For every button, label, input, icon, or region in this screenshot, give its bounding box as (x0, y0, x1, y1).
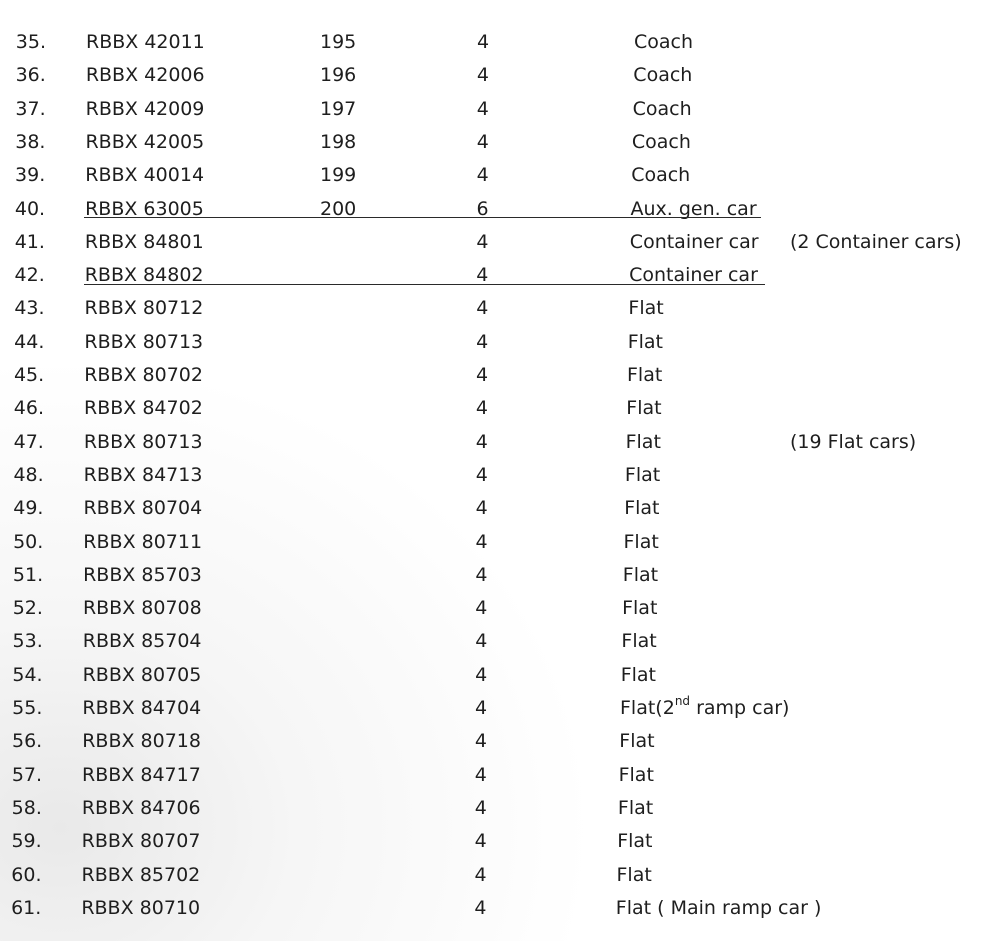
car-id: RBBX 84702 (84, 397, 203, 420)
car-id: RBBX 80713 (83, 430, 203, 453)
table-row (0, 296, 1000, 329)
row-number: 39. (15, 164, 46, 187)
sequence-number: 198 (320, 130, 357, 153)
table-row (0, 729, 1000, 762)
row-number: 35. (15, 31, 46, 53)
car-type: Coach (632, 97, 692, 120)
car-type: Container car (629, 264, 758, 287)
car-type: Flat (617, 796, 654, 819)
table-row (0, 230, 1000, 263)
table-row (0, 629, 1000, 662)
axle-count: 4 (475, 497, 488, 520)
row-number: 49. (13, 497, 44, 520)
car-id: RBBX 84801 (84, 230, 204, 253)
axle-count: 4 (476, 130, 489, 153)
car-id: RBBX 85704 (82, 630, 202, 653)
table-row (0, 896, 1000, 929)
row-number: 37. (15, 97, 46, 120)
axle-count: 4 (474, 796, 487, 819)
axle-count: 4 (477, 31, 490, 53)
car-id: RBBX 42006 (85, 64, 205, 87)
row-number: 57. (11, 763, 43, 786)
axle-count: 4 (476, 297, 489, 320)
car-id: RBBX 63005 (85, 197, 204, 220)
car-type: Aux. gen. car (630, 197, 757, 220)
axle-count: 4 (475, 563, 488, 586)
car-type: Coach (631, 130, 691, 153)
car-id: RBBX 80702 (84, 364, 203, 386)
row-number: 51. (12, 563, 44, 586)
axle-count: 4 (476, 364, 489, 386)
table-row (0, 363, 1000, 396)
table-row (0, 863, 1000, 896)
car-type-part: Flat(2 (620, 697, 675, 719)
table-row (0, 197, 1000, 230)
sequence-number: 200 (320, 197, 357, 220)
table-row (0, 463, 1000, 496)
car-type: Flat (623, 530, 659, 553)
row-number: 38. (15, 130, 46, 153)
axle-count: 4 (475, 530, 488, 553)
table-row (0, 430, 1000, 463)
car-type: Flat (620, 663, 656, 686)
underline-rule-lower (84, 284, 765, 285)
row-number: 50. (13, 530, 44, 553)
row-number: 53. (12, 630, 43, 653)
table-row (0, 763, 1000, 796)
row-number: 41. (14, 230, 45, 253)
axle-count: 4 (476, 64, 489, 87)
table-row (0, 796, 1000, 829)
axle-count: 4 (474, 830, 487, 853)
car-id: RBBX 84706 (81, 796, 201, 819)
row-number: 45. (13, 364, 45, 386)
axle-count: 4 (476, 97, 489, 120)
sequence-number: 196 (320, 64, 357, 87)
car-id: RBBX 84802 (84, 264, 204, 287)
car-id: RBBX 42011 (86, 31, 205, 53)
car-id: RBBX 84717 (82, 763, 201, 786)
row-number: 48. (13, 463, 44, 486)
table-row (0, 163, 1000, 196)
table-row (0, 330, 1000, 363)
row-number: 46. (13, 397, 45, 420)
axle-count: 6 (476, 197, 489, 220)
car-id: RBBX 85703 (83, 563, 202, 586)
car-id: RBBX 80708 (82, 597, 202, 620)
row-number: 44. (14, 330, 45, 353)
car-id: RBBX 80711 (83, 530, 203, 553)
car-id: RBBX 80710 (81, 896, 201, 919)
row-number: 43. (14, 297, 45, 320)
table-row (0, 63, 1000, 96)
table-row (0, 693, 1000, 729)
table-row (0, 563, 1000, 596)
table-row (0, 396, 1000, 429)
car-type: Flat (624, 463, 661, 486)
car-type: Coach (633, 64, 693, 87)
axle-count: 4 (474, 896, 487, 919)
car-type: Flat (621, 630, 657, 653)
underline-rule-upper (84, 217, 761, 218)
group-note: (2 Container cars) (790, 230, 962, 253)
sequence-number: 199 (320, 164, 357, 187)
car-id: RBBX 80712 (84, 297, 204, 320)
axle-count: 4 (474, 863, 487, 886)
sequence-number: 197 (320, 97, 357, 120)
car-type-rest: ramp car) (690, 697, 790, 719)
table-row (0, 30, 1000, 63)
row-number: 56. (12, 730, 43, 753)
car-type: Flat (622, 563, 659, 586)
row-number: 55. (12, 697, 43, 719)
car-type: Flat (624, 497, 660, 520)
car-id: RBBX 80704 (83, 497, 203, 520)
axle-count: 4 (475, 397, 488, 420)
car-id: RBBX 80705 (82, 663, 202, 686)
row-number: 61. (11, 896, 42, 919)
group-note: (19 Flat cars) (790, 430, 917, 453)
car-id: RBBX 42009 (85, 97, 205, 120)
row-number: 52. (12, 597, 43, 620)
row-number: 60. (11, 863, 42, 886)
car-type: Flat (628, 297, 664, 320)
axle-count: 4 (476, 264, 489, 287)
row-number: 47. (13, 430, 44, 453)
car-type: Flat (626, 397, 662, 420)
car-type: Flat (627, 330, 663, 353)
axle-count: 4 (475, 597, 488, 620)
table-row (0, 496, 1000, 529)
car-id: RBBX 84713 (83, 463, 203, 486)
car-type: Container car (629, 230, 759, 253)
axle-count: 4 (475, 430, 488, 453)
table-row (0, 130, 1000, 163)
car-id: RBBX 80718 (82, 730, 201, 753)
axle-count: 4 (476, 230, 489, 253)
car-type: Coach (631, 164, 691, 187)
row-number: 40. (14, 197, 46, 220)
axle-count: 4 (475, 630, 488, 653)
car-type (620, 693, 790, 720)
table-row (0, 97, 1000, 130)
car-type: Coach (634, 31, 694, 53)
car-type: Flat (617, 830, 653, 853)
car-type: Flat (622, 597, 658, 620)
table-row (0, 596, 1000, 629)
axle-count: 4 (475, 697, 488, 719)
car-type: Flat ( Main ramp car ) (615, 896, 822, 919)
axle-count: 4 (474, 763, 487, 786)
table-row (0, 263, 1000, 296)
row-number: 54. (12, 663, 43, 686)
car-type: Flat (616, 863, 652, 886)
car-type: Flat (618, 763, 654, 786)
sequence-number: 195 (320, 31, 357, 53)
row-number: 58. (11, 796, 42, 819)
car-id: RBBX 42005 (85, 130, 205, 153)
car-id: RBBX 40014 (85, 164, 205, 187)
car-type: Flat (627, 364, 663, 386)
car-id: RBBX 80713 (84, 330, 204, 353)
car-type-superscript: nd (674, 693, 691, 708)
axle-count: 4 (475, 463, 488, 486)
row-number: 42. (14, 264, 45, 287)
row-number: 36. (15, 64, 46, 87)
axle-count: 4 (476, 164, 489, 187)
table-row (0, 829, 1000, 862)
axle-count: 4 (475, 663, 488, 686)
row-number: 59. (11, 830, 42, 853)
car-type: Flat (625, 430, 661, 453)
table-row (0, 530, 1000, 563)
axle-count: 4 (476, 330, 489, 353)
car-id: RBBX 84704 (82, 697, 202, 719)
car-id: RBBX 80707 (81, 830, 201, 853)
car-type: Flat (619, 730, 655, 753)
table-row (0, 663, 1000, 696)
car-id: RBBX 85702 (81, 863, 201, 886)
axle-count: 4 (474, 730, 487, 753)
